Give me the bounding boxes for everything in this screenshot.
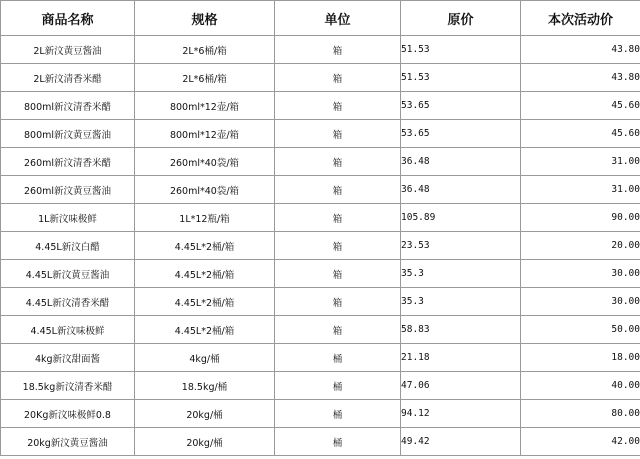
original-price-cell: 58.83 xyxy=(401,316,521,344)
spec-cell: 1L*12瓶/箱 xyxy=(135,204,275,232)
original-price-cell: 105.89 xyxy=(401,204,521,232)
unit-cell: 箱 xyxy=(275,36,401,64)
product-name-cell: 4.45L新汶清香米醋 xyxy=(1,288,135,316)
spec-cell: 4kg/桶 xyxy=(135,344,275,372)
product-name-cell: 260ml新汶清香米醋 xyxy=(1,148,135,176)
spec-cell: 4.45L*2桶/箱 xyxy=(135,260,275,288)
promo-price-cell: 31.00 xyxy=(521,176,640,204)
original-price-cell: 36.48 xyxy=(401,176,521,204)
unit-cell: 桶 xyxy=(275,428,401,456)
table-row xyxy=(1,288,640,316)
promo-price-cell: 20.00 xyxy=(521,232,640,260)
spec-cell: 4.45L*2桶/箱 xyxy=(135,232,275,260)
product-name-cell: 2L新汶清香米醋 xyxy=(1,64,135,92)
promo-price-cell: 43.80 xyxy=(521,36,640,64)
table-row xyxy=(1,232,640,260)
product-name-cell: 2L新汶黄豆酱油 xyxy=(1,36,135,64)
spec-cell: 260ml*40袋/箱 xyxy=(135,176,275,204)
original-price-cell: 94.12 xyxy=(401,400,521,428)
original-price-cell: 51.53 xyxy=(401,64,521,92)
unit-cell: 箱 xyxy=(275,92,401,120)
header-product-name: 商品名称 xyxy=(1,1,135,36)
table-row xyxy=(1,316,640,344)
header-original-price: 原价 xyxy=(401,1,521,36)
promo-price-cell: 30.00 xyxy=(521,260,640,288)
table-row xyxy=(1,148,640,176)
table-row xyxy=(1,372,640,400)
original-price-cell: 53.65 xyxy=(401,92,521,120)
product-name-cell: 4kg新汶甜面酱 xyxy=(1,344,135,372)
promo-price-cell: 30.00 xyxy=(521,288,640,316)
promo-price-cell: 40.00 xyxy=(521,372,640,400)
header-spec: 规格 xyxy=(135,1,275,36)
unit-cell: 箱 xyxy=(275,176,401,204)
original-price-cell: 35.3 xyxy=(401,260,521,288)
spec-cell: 18.5kg/桶 xyxy=(135,372,275,400)
spec-cell: 20kg/桶 xyxy=(135,400,275,428)
unit-cell: 箱 xyxy=(275,316,401,344)
promo-price-cell: 43.80 xyxy=(521,64,640,92)
unit-cell: 箱 xyxy=(275,148,401,176)
unit-cell: 桶 xyxy=(275,372,401,400)
spec-cell: 4.45L*2桶/箱 xyxy=(135,288,275,316)
original-price-cell: 23.53 xyxy=(401,232,521,260)
table-row xyxy=(1,260,640,288)
table-row xyxy=(1,120,640,148)
product-name-cell: 1L新汶味极鲜 xyxy=(1,204,135,232)
promo-price-cell: 42.00 xyxy=(521,428,640,456)
header-promo-price: 本次活动价 xyxy=(521,1,640,36)
promo-price-cell: 45.60 xyxy=(521,92,640,120)
original-price-cell: 21.18 xyxy=(401,344,521,372)
unit-cell: 箱 xyxy=(275,288,401,316)
original-price-cell: 36.48 xyxy=(401,148,521,176)
spec-cell: 800ml*12壶/箱 xyxy=(135,92,275,120)
table-row xyxy=(1,344,640,372)
product-name-cell: 20kg新汶黄豆酱油 xyxy=(1,428,135,456)
table-row xyxy=(1,176,640,204)
table-row xyxy=(1,92,640,120)
table-row xyxy=(1,64,640,92)
product-name-cell: 800ml新汶黄豆酱油 xyxy=(1,120,135,148)
original-price-cell: 53.65 xyxy=(401,120,521,148)
table-row xyxy=(1,400,640,428)
unit-cell: 桶 xyxy=(275,400,401,428)
product-name-cell: 4.45L新汶白醋 xyxy=(1,232,135,260)
unit-cell: 箱 xyxy=(275,64,401,92)
original-price-cell: 47.06 xyxy=(401,372,521,400)
header-unit: 单位 xyxy=(275,1,401,36)
spec-cell: 2L*6桶/箱 xyxy=(135,36,275,64)
table-row xyxy=(1,428,640,456)
promo-price-cell: 45.60 xyxy=(521,120,640,148)
product-name-cell: 800ml新汶清香米醋 xyxy=(1,92,135,120)
spec-cell: 20kg/桶 xyxy=(135,428,275,456)
promo-price-cell: 80.00 xyxy=(521,400,640,428)
unit-cell: 桶 xyxy=(275,344,401,372)
original-price-cell: 35.3 xyxy=(401,288,521,316)
promo-price-cell: 50.00 xyxy=(521,316,640,344)
original-price-cell: 51.53 xyxy=(401,36,521,64)
unit-cell: 箱 xyxy=(275,120,401,148)
spec-cell: 2L*6桶/箱 xyxy=(135,64,275,92)
spec-cell: 260ml*40袋/箱 xyxy=(135,148,275,176)
table-row xyxy=(1,36,640,64)
unit-cell: 箱 xyxy=(275,232,401,260)
promo-price-cell: 31.00 xyxy=(521,148,640,176)
original-price-cell: 49.42 xyxy=(401,428,521,456)
product-name-cell: 4.45L新汶味极鲜 xyxy=(1,316,135,344)
product-name-cell: 4.45L新汶黄豆酱油 xyxy=(1,260,135,288)
header-row xyxy=(1,1,640,36)
table-row xyxy=(1,204,640,232)
spec-cell: 800ml*12壶/箱 xyxy=(135,120,275,148)
spec-cell: 4.45L*2桶/箱 xyxy=(135,316,275,344)
product-name-cell: 20Kg新汶味极鲜0.8 xyxy=(1,400,135,428)
promo-price-cell: 18.00 xyxy=(521,344,640,372)
product-name-cell: 260ml新汶黄豆酱油 xyxy=(1,176,135,204)
product-name-cell: 18.5kg新汶清香米醋 xyxy=(1,372,135,400)
unit-cell: 箱 xyxy=(275,260,401,288)
promo-price-cell: 90.00 xyxy=(521,204,640,232)
unit-cell: 箱 xyxy=(275,204,401,232)
